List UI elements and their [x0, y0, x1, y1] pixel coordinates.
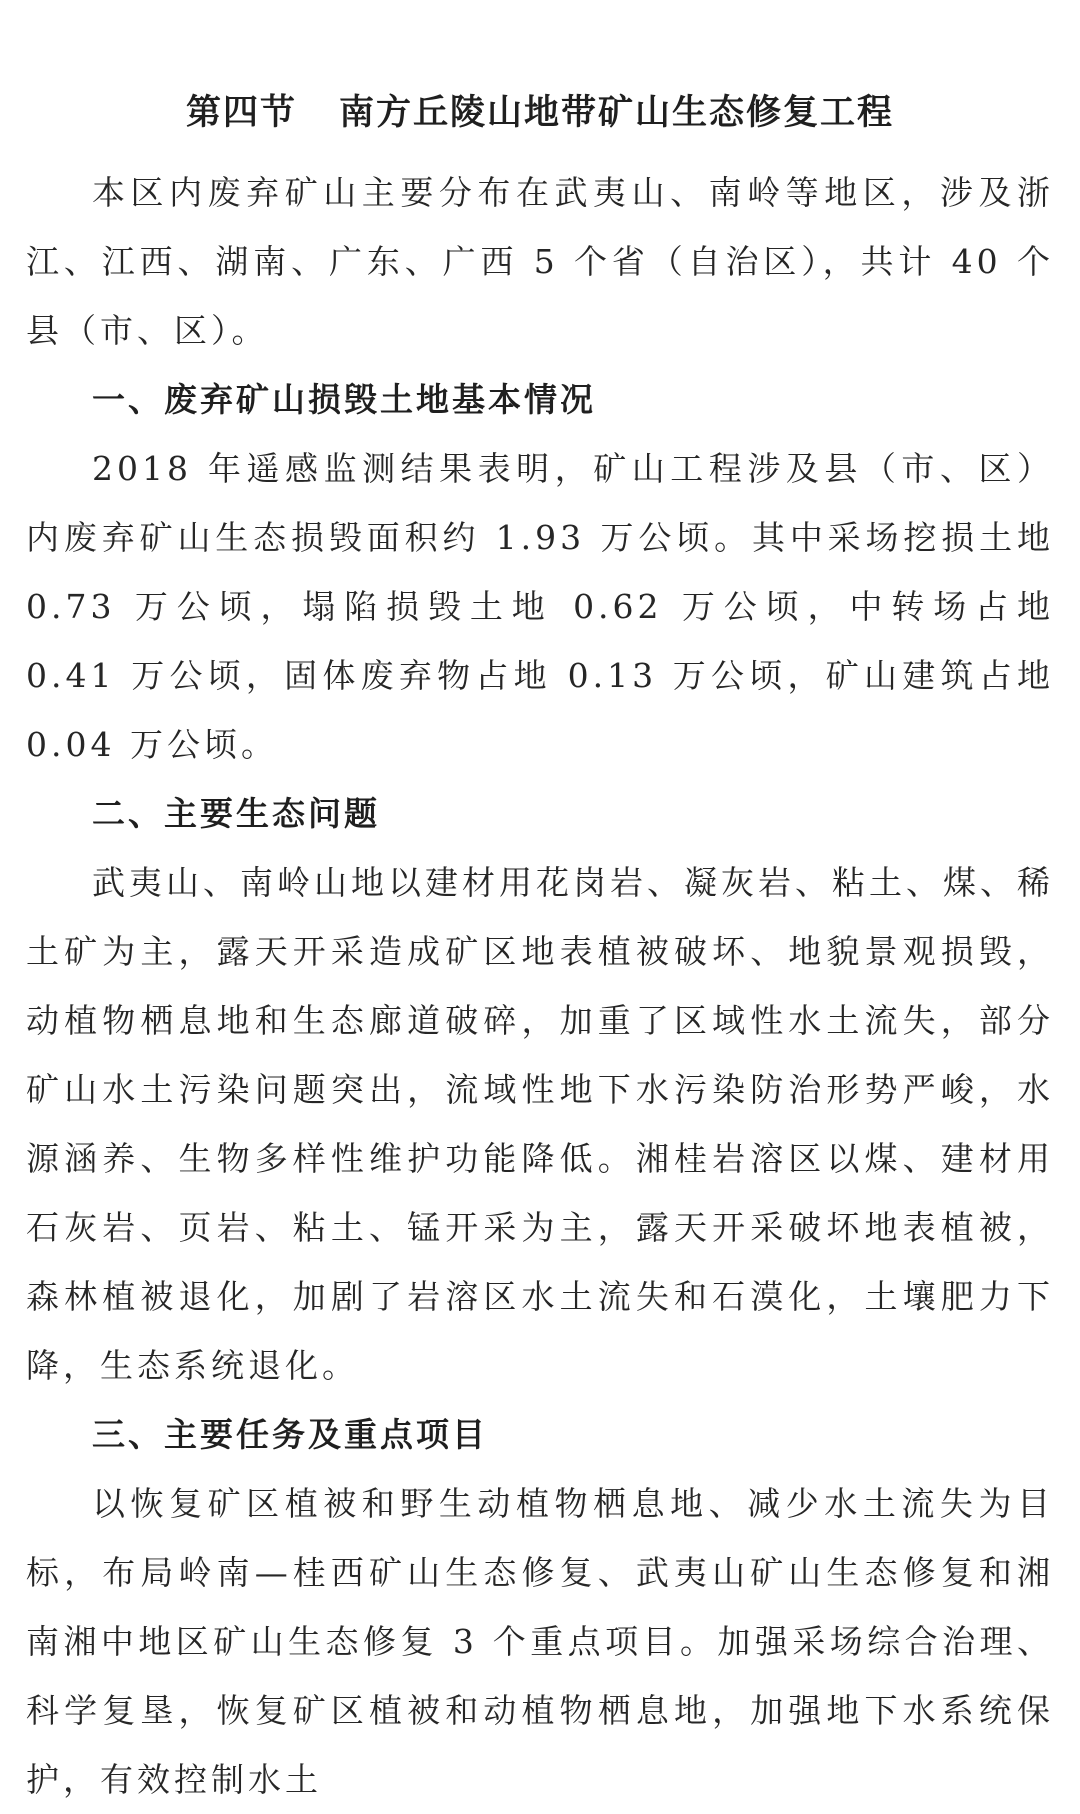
title-text: 南方丘陵山地带矿山生态修复工程: [339, 92, 895, 133]
section-heading-3: 三、主要任务及重点项目: [92, 1415, 488, 1454]
intro-paragraph: 本区内废弃矿山主要分布在武夷山、南岭等地区，涉及浙江、江西、湖南、广东、广西 5 个省（自治区），共计 40 个县（市、区）。: [26, 173, 1054, 350]
page-title: [26, 78, 1054, 148]
section-heading-1: 一、废弃矿山损毁土地基本情况: [92, 380, 596, 419]
document-page: [26, 78, 1054, 1814]
section-heading-2: 二、主要生态问题: [92, 794, 380, 833]
title-section-number: 第四节: [185, 92, 297, 133]
section-body-1: 2018 年遥感监测结果表明，矿山工程涉及县（市、区）内废弃矿山生态损毁面积约 1.93 万公顷。其中采场挖损土地 0.73 万公顷，塌陷损毁土地 0.62 万公顷，中转场占地 0.41 万公顷，固体废弃物占地 0.13 万公顷，矿山建筑占地 0.04 万公顷。: [26, 449, 1054, 764]
section-body-3: 以恢复矿区植被和野生动植物栖息地、减少水土流失为目标，布局岭南—桂西矿山生态修复、武夷山矿山生态修复和湘南湘中地区矿山生态修复 3 个重点项目。加强采场综合治理、科学复垦，恢复矿区植被和动植物栖息地，加强地下水系统保护，有效控制水土: [26, 1484, 1054, 1799]
section-body-2: 武夷山、南岭山地以建材用花岗岩、凝灰岩、粘土、煤、稀土矿为主，露天开采造成矿区地表植被破坏、地貌景观损毁，动植物栖息地和生态廊道破碎，加重了区域性水土流失，部分矿山水土污染问题突出，流域性地下水污染防治形势严峻，水源涵养、生物多样性维护功能降低。湘桂岩溶区以煤、建材用石灰岩、页岩、粘土、锰开采为主，露天开采破坏地表植被，森林植被退化，加剧了岩溶区水土流失和石漠化，土壤肥力下降，生态系统退化。: [26, 863, 1054, 1385]
